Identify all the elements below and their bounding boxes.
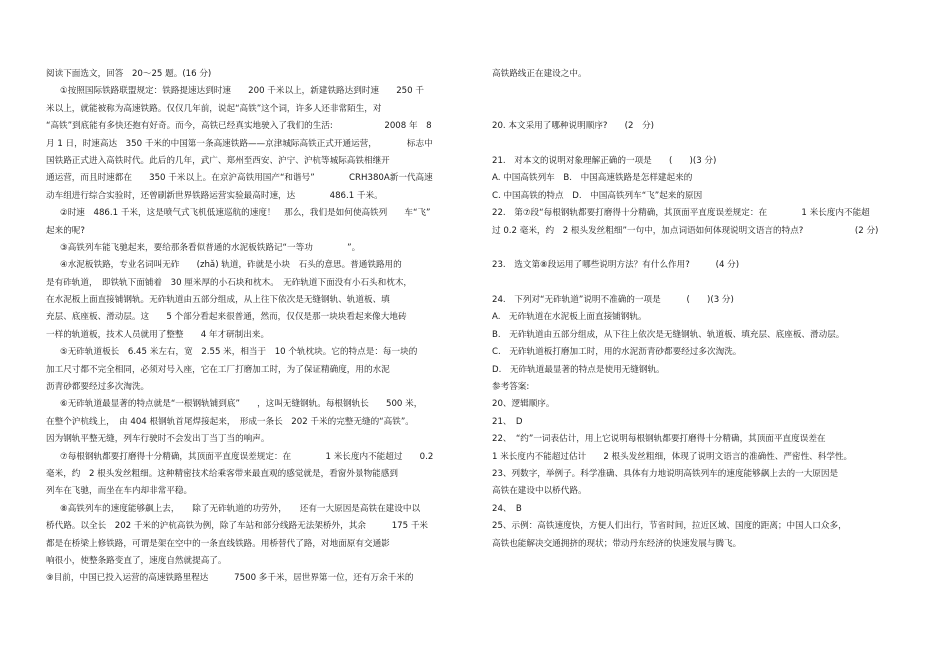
passage-line: 响很小，使整条路变直了，速度自然就提高了。 [46, 555, 227, 566]
passage-line: ②时速 486.1 千米，这是喷气式飞机低速巡航的速度！ 那么，我们是如何使高铁列 车“飞” [60, 208, 431, 219]
passage-continuation: 高铁路线正在建设之中。 [492, 69, 587, 79]
question-22-line-2: 过 0.2 毫米，约 2 根头发丝粗细”一句中，加点词语如何体现说明文语言的特点? (2 分) [492, 225, 879, 236]
question-24-option-d: D. 无砟轨道最显著的特点是使用无缝钢轨。 [492, 364, 665, 375]
questions-column [492, 66, 912, 553]
answer-23-line-2: 高铁在建设中以桥代路。 [492, 486, 587, 497]
reading-passage-column [46, 66, 466, 588]
passage-line: 一样的轨道板，技术人员就用了整整 4 年才研制出来。 [46, 329, 270, 340]
passage-line: ⑥无砟轨道最显著的特点就是“一根钢轨铺到底” ，这叫无缝钢轨。每根钢轨长 500 米， [60, 399, 423, 410]
passage-line: 加工尺寸都不完全相同，必须对号入座，它在工厂打磨加工时，为了保证精确度，用的水泥 [46, 364, 390, 375]
passage-line: ③高铁列车能飞驰起来，要给那条看似普通的水泥板铁路记“一等功 ”。 [60, 242, 361, 253]
passage-line: 在水泥板上面直接铺钢轨。无砟轨道由五部分组成，从上往下依次是无缝钢轨、轨道板、填 [46, 295, 390, 306]
question-23: 23. 选文第⑧段运用了哪些说明方法？有什么作用? (4 分) [492, 260, 740, 271]
passage-line: ④水泥板铁路，专业名词叫无砟 (zhǎ) 轨道，砟就是小块 石头的意思。普通铁路用的 [60, 260, 402, 271]
passage-line: ⑤无砟轨道板长 6.45 米左右，宽 2.55 米，相当于 10 个轨枕块。它的特点是：每一块的 [60, 347, 418, 358]
passage-line: 充层、底座板、滑动层。这 5 个部分看起来很普通，然而，仅仅是那一块块看起来像大地砖 [46, 312, 407, 323]
passage-line: 国铁路正式进入高铁时代。此后的几年，武广、郑州至西安、沪宁、沪杭等城际高铁相继开 [46, 155, 390, 166]
answer-25-line-2: 高铁也能解决交通拥挤的现状；带动丹东经济的快速发展与腾飞。 [492, 538, 742, 549]
question-20: 20. 本文采用了哪种说明顺序? (2 分) [492, 121, 655, 132]
passage-line: 动车组进行综合实验时，还曾刷新世界铁路运营实验最高时速，达 486.1 千米。 [46, 190, 383, 201]
passage-line: ①按照国际铁路联盟规定：铁路提速达到时速 200 千米以上，新建铁路达到时速 250 千 [60, 86, 424, 97]
question-24-stem: 24. 下列对“无砟轨道”说明不准确的一项是 ( )(3 分) [492, 295, 734, 306]
passage-line: “高铁”到底能有多快还抱有好奇。而今，高铁已经真实地驶入了我们的生活: 2008 年 8 [46, 121, 432, 132]
answer-22-line-1: 22、 “约”一词表估计，用上它说明每根钢轨都要打磨得十分精确，其顶面平直度误差在 [492, 434, 826, 445]
question-21-options-cd: C. 中国高铁的特点 D. 中国高铁列车“飞”起来的原因 [492, 190, 703, 201]
passage-line: 沥青砂都要经过多次淘洗。 [46, 382, 150, 393]
passage-line: 阅读下面选文，回答 20～25 题。(16 分) [46, 69, 212, 79]
passage-line: 起来的呢? [46, 225, 85, 236]
passage-line: 都是在桥梁上修铁路，可谓是架在空中的一条直线铁路。用桥替代了路，对地面原有交通影 [46, 538, 390, 549]
passage-line: 桥代路。以全长 202 千米的沪杭高铁为例，除了车站和部分线路无法架桥外，其余 175 千米 [46, 521, 429, 532]
passage-line: 列车在飞驰，而坐在车内却非常平稳。 [46, 486, 193, 497]
passage-line: 因为钢轨平整无缝，列车行驶时不会发出丁当丁当的响声。 [46, 434, 270, 445]
answer-24: 24、 B [492, 503, 522, 514]
passage-line: ⑨目前，中国已投入运营的高速铁路里程达 7500 多千米，居世界第一位，还有万余千米的 [46, 573, 414, 584]
answer-21: 21、 D [492, 416, 523, 427]
passage-line: 通运营，而且时速都在 350 千米以上。在京沪高铁用国产“和谐号” CRH380A新一代高速 [46, 173, 433, 184]
answers-heading: 参考答案: [492, 382, 530, 393]
question-21-options-ab: A. 中国高铁列车 B. 中国高速铁路是怎样建起来的 [492, 173, 693, 184]
passage-line: 毫米，约 2 根头发丝粗细。这种精密技术给乘客带来最直观的感觉就是，看窗外景物能感到 [46, 468, 398, 479]
passage-line: 在整个沪杭线上， 由 404 根钢轨首尾焊接起来， 形成一条长 202 千米的完整无缝的“高铁”。 [46, 416, 414, 427]
passage-line: 月 1 日，时速高达 350 千米的中国第一条高速铁路——京津城际高铁正式开通运营， 标志中 [46, 138, 433, 149]
answer-20: 20、逻辑顺序。 [492, 399, 555, 410]
question-24-option-a: A. 无砟轨道在水泥板上面直接铺钢轨。 [492, 312, 647, 323]
passage-line: 米以上，就能被称为高速铁路。仅仅几年前，说起“高铁”这个词，许多人还非常陌生，对 [46, 103, 382, 114]
question-24-option-c: C. 无砟轨道板打磨加工时，用的水泥沥青砂都要经过多次淘洗。 [492, 347, 742, 358]
passage-line: ⑧高铁列车的速度能够飙上去， 除了无砟轨道的功劳外， 还有一大原因是高铁在建设中以 [60, 503, 421, 514]
answer-22-line-2: 1 米长度内不能超过估计 2 根头发丝粗细，体现了说明文语言的准确性、严密性、科学性。 [492, 451, 853, 462]
passage-line: ⑦每根钢轨都要打磨得十分精确，其顶面平直度误差规定：在 1 米长度内不能超过 0.2 [60, 451, 434, 462]
question-22-line-1: 22. 第⑦段“每根钢轨都要打磨得十分精确，其顶面平直度误差规定：在 1 米长度内不能超 [492, 208, 870, 219]
passage-line: 是有砟轨道， 即铁轨下面铺着 30 厘米厚的小石块和枕木。 无砟轨道下面没有小石头和枕木， [46, 277, 413, 288]
answer-25-line-1: 25、示例：高铁速度快，方便人们出行，节省时间，拉近区域、国度的距离；中国人口众多， [492, 521, 847, 532]
answer-23-line-1: 23、列数字，举例子。科学准确、具体有力地说明高铁列车的速度能够飙上去的一大原因是 [492, 469, 839, 479]
question-24-option-b: B. 无砟轨道由五部分组成，从下往上依次是无缝钢轨、轨道板、填充层、底座板、滑动层。 [492, 329, 845, 340]
question-21-stem: 21. 对本文的说明对象理解正确的一项是 ( )(3 分) [492, 155, 717, 166]
